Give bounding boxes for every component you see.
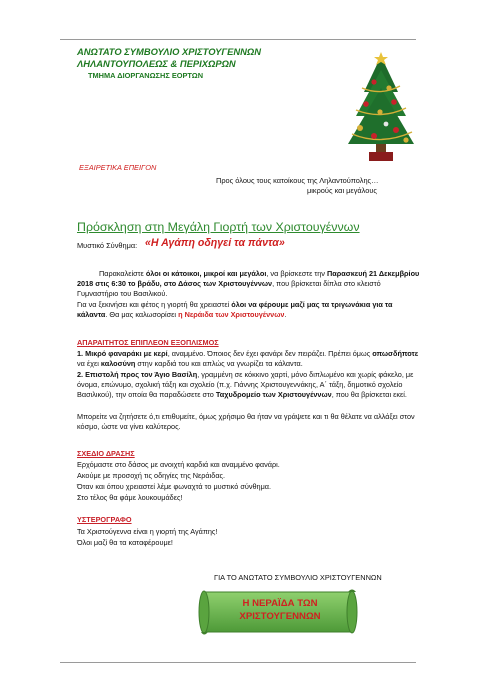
postscript-heading: ΥΣΤΕΡΟΓΡΑΦΟ [77, 515, 132, 524]
equipment-heading: ΑΠΑΡΑΙΤΗΤΟΣ ΕΠΙΠΛΕΟΝ ΕΞΟΠΛΙΣΜΟΣ [77, 338, 219, 347]
equipment-item-2: 2. Επιστολή προς τον Άγιο Βασίλη, γραμμένη σε κόκκινο χαρτί, μόνο διπλωμένο και χωρίς φάκελο, με όνομα, επώνυμο, σχολική τάξη και σχολείο (π.χ. Γιάννης Χριστουγεννάκης, Α΄ τάξη, δημοτικό σχολείο Βασιλικού), την οποία θα παραδώσετε στο Ταχυδρομείο των Χριστουγέννων, που θα βρίσκεται εκεί. [77, 370, 414, 400]
invitation-paragraph-2: Για να ξεκινήσει και φέτος η γιορτή θα χρειαστεί όλοι να φέρουμε μαζί μας τα τριγωνάκια για τα κάλαντα. Θα μας καλωσορίσει η Νεράιδα των Χριστουγέννων. [77, 300, 393, 320]
equipment-note: Μπορείτε να ζητήσετε ό,τι επιθυμείτε, όμως χρήσιμο θα ήταν να γράψετε και τι θα θέλατε να αλλάξει στον κόσμο, ώστε να γίνει καλύτερος. [77, 412, 415, 432]
bottom-rule [60, 662, 416, 663]
password-value: «Η Αγάπη οδηγεί τα πάντα» [145, 237, 285, 249]
recipients-line-2: μικρούς και μεγάλους [307, 186, 377, 195]
plan-line: Ακούμε με προσοχή τις οδηγίες της Νεράιδας. [77, 471, 226, 480]
signature-name-line-1: Η ΝΕΡΑΪΔΑ ΤΩΝ [242, 598, 318, 609]
plan-line: Στο τέλος θα φάμε λουκουμάδες! [77, 493, 183, 502]
invitation-title: Πρόσκληση στη Μεγάλη Γιορτή των Χριστουγέννων [77, 220, 360, 234]
plan-line: Ερχόμαστε στο δάσος με ανοιχτή καρδιά και αναμμένο φανάρι. [77, 460, 280, 469]
plan-heading: ΣΧΕΔΙΟ ΔΡΑΣΗΣ [77, 449, 135, 458]
signature-name [218, 597, 342, 623]
recipients-line-1: Προς όλους τους κατοίκους της Ληλαντούπολης… [216, 176, 379, 185]
header-line-3: ΤΜΗΜΑ ΔΙΟΡΓΑΝΩΣΗΣ ΕΟΡΤΩΝ [88, 71, 204, 80]
header-line-2: ΛΗΛΑΝΤΟΥΠΟΛΕΩΣ & ΠΕΡΙΧΩΡΩΝ [77, 58, 236, 69]
postscript-line: Τα Χριστούγεννα είναι η γιορτή της Αγάπης! [77, 527, 218, 536]
invitation-paragraph-1: Παρακαλείστε όλοι οι κάτοικοι, μικροί και μεγάλοι, να βρίσκεστε την Παρασκευή 21 Δεκεμβρίου 2018 στις 6:30 το βράδυ, στο Δάσος των Χριστουγέννων, που βρίσκεται δίπλα στο κλειστό Γυμναστήριο του Βασιλικού. [77, 269, 420, 299]
signature-name-line-2: ΧΡΙΣΤΟΥΓΕΝΝΩΝ [239, 611, 321, 622]
plan-line: Όταν και όπου χρειαστεί λέμε φωναχτά το μυστικό σύνθημα. [77, 482, 272, 491]
header-line-1: ΑΝΩΤΑΤΟ ΣΥΜΒΟΥΛΙΟ ΧΡΙΣΤΟΥΓΕΝΝΩΝ [77, 46, 261, 57]
christmas-tree-icon [344, 52, 418, 164]
password-label: Μυστικό Σύνθημα: [77, 241, 138, 250]
signature-line: ΓΙΑ ΤΟ ΑΝΩΤΑΤΟ ΣΥΜΒΟΥΛΙΟ ΧΡΙΣΤΟΥΓΕΝΝΩΝ [214, 573, 382, 582]
postscript-line: Όλοι μαζί θα τα καταφέρουμε! [77, 538, 173, 547]
urgent-label: ΕΞΑΙΡΕΤΙΚΑ ΕΠΕΙΓΟΝ [79, 163, 157, 172]
equipment-item-1: 1. Μικρό φαναράκι με κερί, αναμμένο. Όποιος δεν έχει φανάρι δεν πειράζει. Πρέπει όμως οπωσδήποτε να έχει καλοσύνη στην καρδιά του και απλώς να γνωρίζει τα κάλαντα. [77, 349, 419, 369]
top-rule [60, 39, 416, 40]
